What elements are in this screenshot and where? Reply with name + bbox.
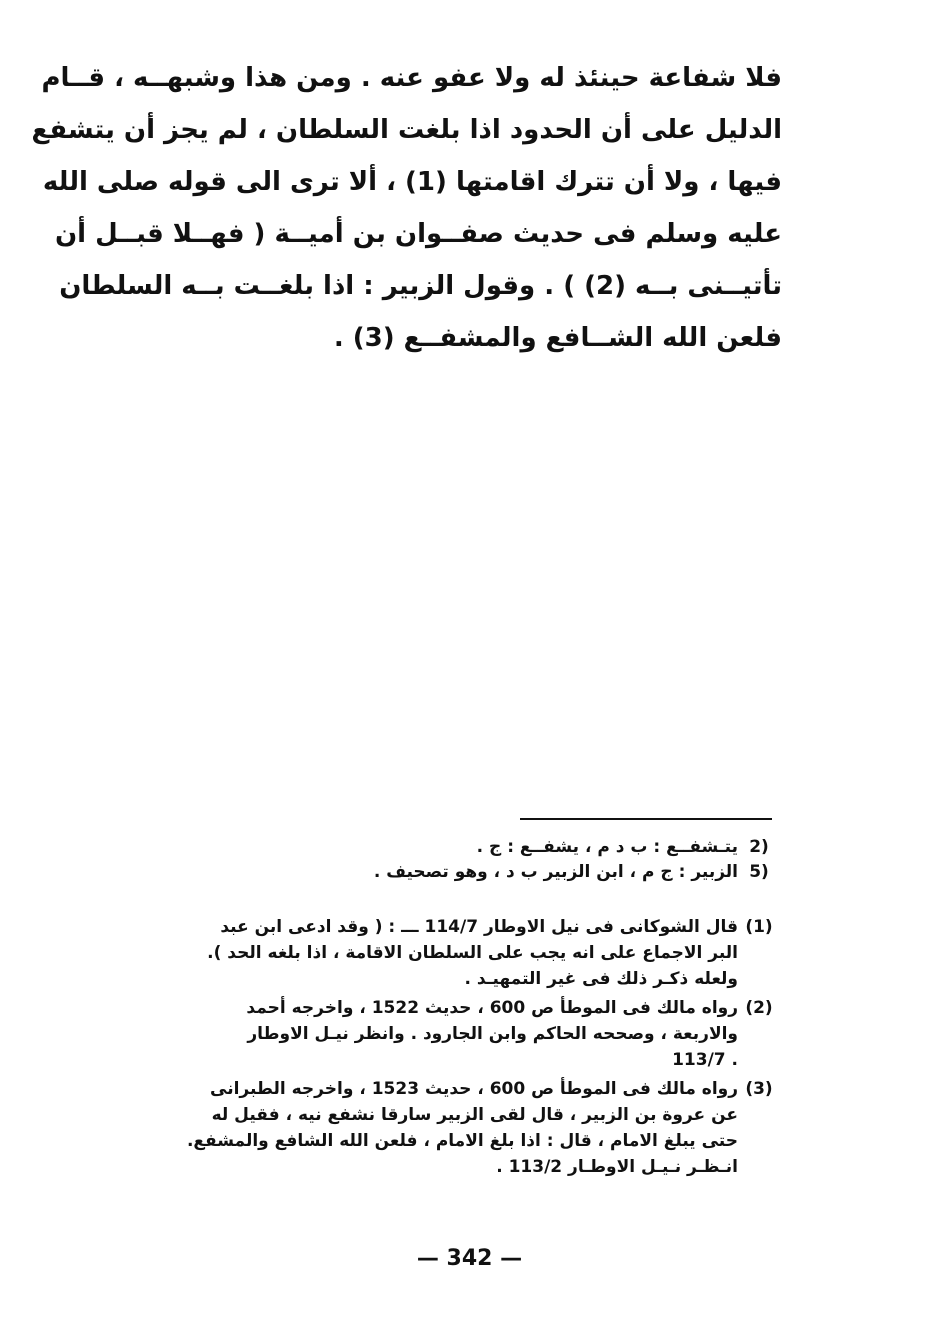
footnote-line: رواه مالك فى الموطأ ص 600 ، حديث 1523 ، واخرجه الطبرانى [210,1079,738,1099]
variant-number: 5) [749,862,769,882]
variant-text: يتـشفــع : ب د م ، يشفــع : ج . [476,837,738,857]
page-number: — 342 — [416,1246,523,1271]
footnotes [100,914,780,1183]
body-line: فيها ، ولا أن تترك اقامتها (1) ، ألا ترى الى قوله صلى الله [42,167,782,197]
footnote-line: البر الاجماع على انه يجب على السلطان الاقامة ، اذا بلغه الحد ). [207,943,738,963]
footnote-3 [100,1076,780,1180]
variant-row [270,860,780,885]
footnote-text [207,914,738,992]
variant-number: 2) [749,837,769,857]
footnote-line: . 113/7 [672,1050,738,1070]
footnote-number: (1) [745,917,773,937]
footnote-line: حتى يبلغ الامام ، قال : اذا بلغ الامام ، فلعن الله الشافع والمشفع. [186,1131,738,1151]
body-line: الدليل على أن الحدود اذا بلغت السلطان ، لم يجز أن يتشفع [31,115,782,145]
variant-readings [270,835,780,885]
body-line: فلا شفاعة حينئذ له ولا عفو عنه . ومن هذا وشبهــه ، قــام [41,63,782,93]
footnote-line: عن عروة بن الزبير ، قال لقى الزبير سارقا نشفع نيه ، فقيل له [211,1105,738,1125]
body-line: فلعن الله الشــافع والمشفــع (3) . [333,323,782,353]
footnote-separator [520,818,772,820]
main-body-text [31,52,782,364]
footnote-line: والاربعة ، وصححه الحاكم وابن الجارود . وانظر نيـل الاوطار [247,1024,738,1044]
footnote-line: رواه مالك فى الموطأ ص 600 ، حديث 1522 ، واخرجه أحمد [246,998,738,1018]
footnote-line: انـظـر نـيـل الاوطـار 113/2 . [496,1157,738,1177]
footnote-1 [100,914,780,992]
footnote-2 [100,995,780,1073]
body-line: عليه وسلم فى حديث صفــوان بن أميــة ( فهــلا قبــل أن [54,219,782,249]
body-line: تأتيــنى بــه (2) ) . وقول الزبير : اذا بلغــت بــه السلطان [59,271,782,301]
footnote-line: ولعله ذكـر ذلك فى غير التمهيـد . [464,969,738,989]
footnote-line: قال الشوكانى فى نيل الاوطار 114/7 ـــ : ( وقد ادعى ابن عبد [220,917,738,937]
footnote-text [187,1076,738,1180]
variant-text: الزبير : ج م ، ابن الزبير ب د ، وهو تصحيف . [373,862,738,882]
footnote-number: (3) [745,1079,773,1099]
footnote-text [246,995,738,1073]
footnote-number: (2) [745,998,773,1018]
variant-row [270,835,780,860]
